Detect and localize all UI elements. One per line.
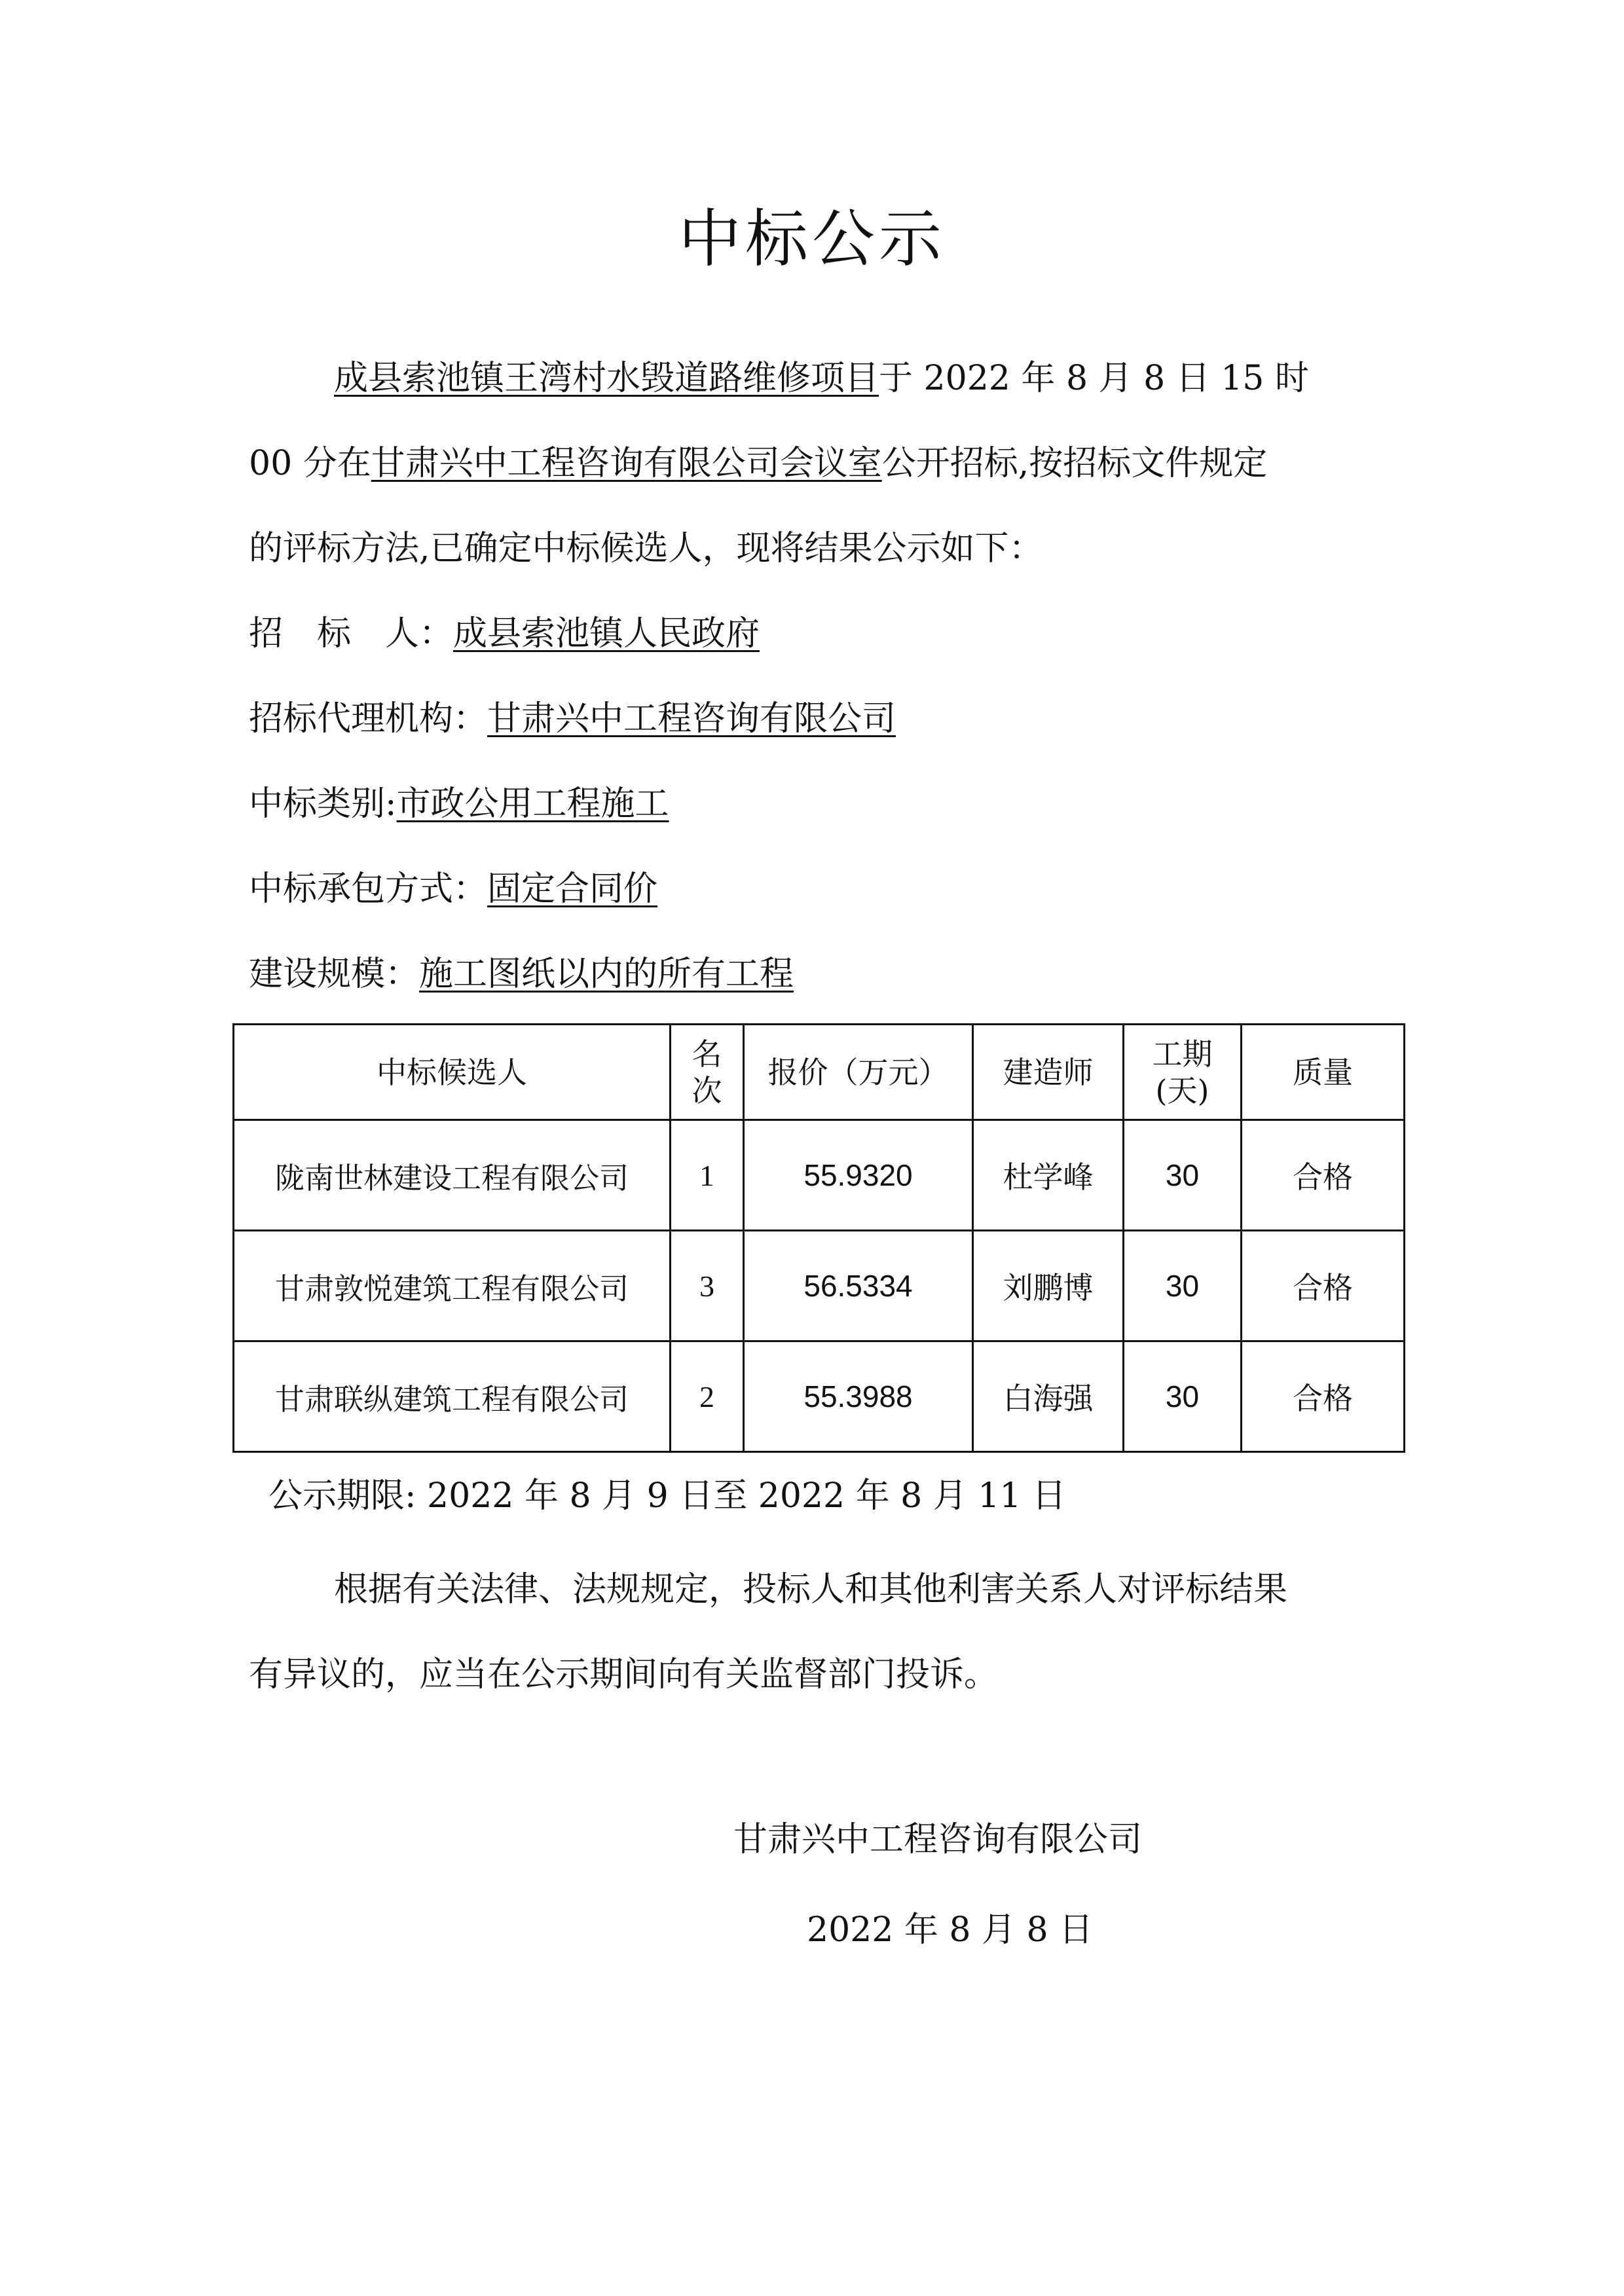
- field-label: 招 标 人：: [249, 614, 454, 653]
- cell-rank: 2: [671, 1341, 744, 1452]
- field-scale: [249, 951, 794, 997]
- header-candidate: 中标候选人: [234, 1025, 671, 1120]
- header-rank: [671, 1025, 744, 1120]
- cell-candidate: 陇南世林建设工程有限公司: [234, 1120, 671, 1231]
- intro-line-3: 的评标方法,已确定中标候选人，现将结果公示如下：: [249, 529, 1043, 568]
- cell-candidate: 甘肃联纵建筑工程有限公司: [234, 1341, 671, 1452]
- legal-line-1: 根据有关法律、法规规定，投标人和其他利害关系人对评标结果: [334, 1570, 1288, 1609]
- field-tenderer: [249, 611, 760, 657]
- cell-rank: 3: [671, 1231, 744, 1341]
- cell-price: 55.9320: [744, 1120, 973, 1231]
- field-value: 成县索池镇人民政府: [453, 614, 760, 653]
- header-rank-line-1: 名: [692, 1036, 722, 1072]
- field-label: 中标类别:: [249, 784, 397, 824]
- header-price: 报价（万元）: [744, 1025, 973, 1120]
- field-value: 施工图纸以内的所有工程: [419, 955, 794, 994]
- legal-line-2: 有异议的，应当在公示期间向有关监督部门投诉。: [249, 1655, 999, 1694]
- field-label: 招标代理机构：: [249, 699, 488, 738]
- table-row: [234, 1341, 1405, 1452]
- cell-quality: 合格: [1242, 1341, 1405, 1452]
- header-period-line-2: (天): [1155, 1072, 1209, 1108]
- cell-builder: 刘鹏博: [973, 1231, 1124, 1341]
- cell-quality: 合格: [1242, 1120, 1405, 1231]
- field-label: 中标承包方式：: [249, 869, 488, 909]
- candidates-table: [232, 1023, 1405, 1453]
- cell-period: 30: [1124, 1120, 1242, 1231]
- notice-period: 公示期限: 2022 年 8 月 9 日至 2022 年 8 月 11 日: [268, 1476, 1066, 1516]
- bid-method-text: 公开招标,按招标文件规定: [881, 444, 1268, 483]
- cell-period: 30: [1124, 1231, 1242, 1341]
- bid-time-minutes: 00 分在: [249, 444, 371, 483]
- table-header-row: [234, 1025, 1405, 1120]
- header-period-line-1: 工期: [1152, 1036, 1213, 1072]
- cell-rank: 1: [671, 1120, 744, 1231]
- cell-builder: 白海强: [973, 1341, 1124, 1452]
- cell-quality: 合格: [1242, 1231, 1405, 1341]
- cell-builder: 杜学峰: [973, 1120, 1124, 1231]
- project-name: 成县索池镇王湾村水毁道路维修项目: [334, 359, 879, 398]
- cell-price: 55.3988: [744, 1341, 973, 1452]
- header-quality: 质量: [1242, 1025, 1405, 1120]
- field-contract-type: [249, 866, 657, 912]
- field-agency: [249, 696, 896, 742]
- cell-period: 30: [1124, 1341, 1242, 1452]
- field-value: 市政公用工程施工: [396, 784, 669, 824]
- field-value: 固定合同价: [487, 869, 658, 909]
- table-row: [234, 1231, 1405, 1341]
- cell-candidate: 甘肃敦悦建筑工程有限公司: [234, 1231, 671, 1341]
- page-title: 中标公示: [678, 202, 946, 276]
- signature-company: 甘肃兴中工程咨询有限公司: [733, 1820, 1143, 1859]
- intro-line-1: [334, 355, 1309, 401]
- table-row: [234, 1120, 1405, 1231]
- intro-line-2: [249, 441, 1267, 486]
- field-label: 建设规模：: [249, 955, 420, 994]
- cell-price: 56.5334: [744, 1231, 973, 1341]
- header-period: [1124, 1025, 1242, 1120]
- bid-venue: 甘肃兴中工程咨询有限公司会议室: [371, 444, 882, 483]
- field-value: 甘肃兴中工程咨询有限公司: [487, 699, 896, 738]
- header-rank-line-2: 次: [692, 1072, 722, 1108]
- bid-time-text: 于 2022 年 8 月 8 日 15 时: [879, 359, 1309, 398]
- header-builder: 建造师: [973, 1025, 1124, 1120]
- field-category: [249, 781, 669, 827]
- signature-date: 2022 年 8 月 8 日: [807, 1910, 1094, 1950]
